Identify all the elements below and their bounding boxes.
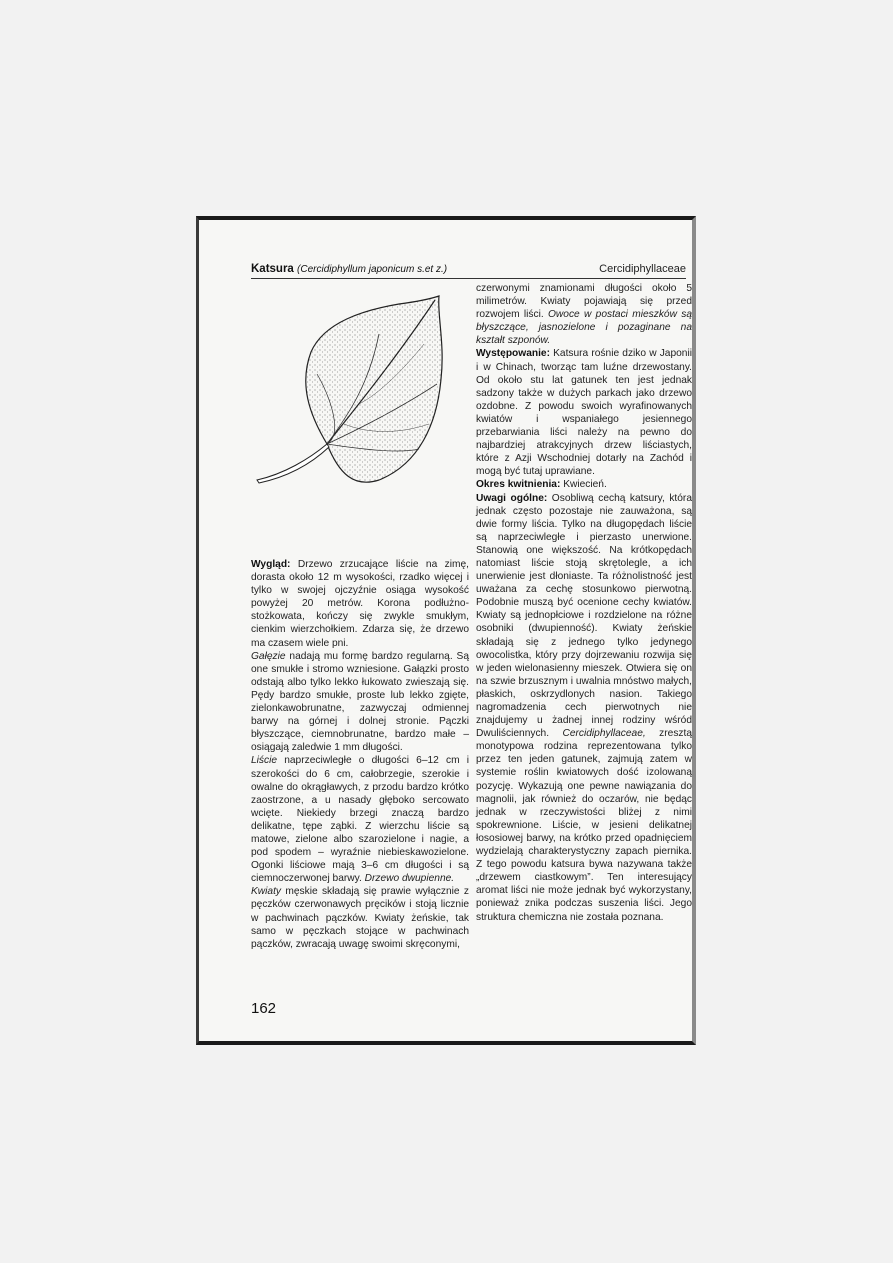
occurrence-text: Katsura rośnie dziko w Japonii i w Chinach, tworząc tam luźne drzewostany. Od około stu lat gatunek ten jest jednak sadzony także w dużych parkach jako drzewo ozdobne. Z powodu swoich wyrafinowanych kwiatów i wspaniałego jesiennego przebarwiania liści należy na pewno do najbardziej atrakcyjnych drzew liściastych, które z Azji Wschodniej dotarły na Zachód i mogą być tutaj uprawiane. (476, 348, 692, 478)
species-latin-name: (Cercidiphyllum japonicum s.et z.) (297, 264, 448, 275)
leaves-paragraph (251, 754, 469, 885)
branches-label: Gałęzie (251, 650, 286, 662)
fruit-text: w postaci mieszków są błyszczące, jasnozielone i pozaginane na kształt szponów. (476, 309, 693, 347)
left-text-column (251, 558, 469, 951)
leaves-text: naprzeciwległe o długości 6–12 cm i szerokości do 6 cm, całobrzegie, szerokie i owalne do okrągławych, z przodu bardzo krótko zaostrzone, a u nasady głęboko sercowato wcięte. Niekiedy brzegi znaczą bardzo delikatne, tępe ząbki. Z wierzchu liście są matowe, zielone albo szarozielone i nagie, a pod spodem – wyraźnie niebieskawozielone. Ogonki liściowe mają 3–6 cm długości i są ciemnoczerwonej barwy. (251, 755, 469, 885)
flowering-label: Okres kwitnienia: (476, 479, 561, 491)
leaves-label: Liście (251, 755, 278, 767)
family-name: Cercidiphyllaceae (599, 263, 686, 275)
notes-paragraph (476, 492, 692, 924)
flowers-text: męskie składają się prawie wyłącznie z pęczków czerwonawych pręcików i stoją licznie w pachwinach pączków. Kwiaty żeńskie, tak samo w pęczkach stojące w pachwinach pączków, zwracają uwagę swoimi skręconymi, (251, 886, 469, 950)
right-text-column (476, 282, 692, 924)
leaf-illustration (249, 284, 449, 504)
dioecious-note: Drzewo dwupienne. (361, 873, 455, 885)
page-header (251, 260, 686, 279)
species-name: Katsura (251, 263, 294, 275)
fruit-paragraph (476, 282, 692, 347)
appearance-label: Wygląd: (251, 559, 291, 570)
appearance-paragraph (251, 558, 469, 650)
species-title (251, 263, 447, 275)
flowers-label: Kwiaty (251, 886, 282, 898)
notes-text: Osobliwą cechą katsury, która jednak często pozostaje nie zauważona, są dwie formy liścia. Tylko na długopędach liście są naprzeciwległe i pierzasto unerwione. Stanowią one większość. Na krótkopędach natomiast liście stoją skrętolegle, a ich unerwienie jest dłoniaste. Ta różnolistność jest uważana za cechę stosunkowo pierwotną. Podobnie muszą być ocenione cechy kwiatów. Kwiaty są jednopłciowe i rozdzielone na różne osobniki (dwupienność). Kwiaty żeńskie składają się z jednego tylko jedynego owocolistka, który przy dojrzewaniu rozwija się w jeden wielonasienny mieszek. Otwiera się on na szwie brzusznym i uwalnia mnóstwo małych, płaskich, oskrzydlonych nasion. Takiego nagromadzenia cech pierwotnych nie znajdujemy u żadnej innej rodziny wśród Dwuliściennych. (476, 492, 692, 740)
appearance-text: Drzewo zrzucające liście na zimę, dorasta około 12 m wysokości, rzadko więcej i tylko w swojej ojczyźnie osiąga wysokość powyżej 20 metrów. Korona podłużno-stożkowata, kończy się zwykle smukłym, cienkim wierzchołkiem. Zdarza się, że drzewo ma czasem wiele pni. (251, 559, 469, 649)
page-number: 162 (251, 1000, 277, 1017)
flowers-paragraph (251, 885, 469, 950)
notes-text-continued: zresztą monotypowa rodzina reprezentowana tylko przez ten jeden gatunek, zajmują zatem w systemie roślin kwiatowych dość izolowaną pozycję. Wykazują one pewne nawiązania do magnolii, jak również do oczarów, nie będąc jednak w rzeczywistości bliżej z nimi spokrewnione. Liście, w jesieni delikatnej łososiowej barwy, na krótko przed opadnięciem wydzielają charakterystyczny zapach piernika. Z tego powodu katsura bywa nazywana także „drzewem ciastkowym”. Ten interesujący aromat liści nie może jednak być wykorzystany, ponieważ znika podczas suszenia liści. Jego struktura chemiczna nie została poznana. (476, 728, 693, 923)
occurrence-label: Występowanie: (476, 348, 550, 360)
occurrence-paragraph (476, 347, 692, 478)
family-italic: Cercidiphyllaceae, (549, 728, 646, 740)
flowering-paragraph (476, 478, 692, 491)
book-page (196, 216, 696, 1045)
branches-text: nadają mu formę bardzo regularną. Są one smukłe i stromo wzniesione. Gałązki prosto odstają albo tylko lekko łukowato zwieszają się. Pędy bardzo smukłe, proste lub lekko zgięte, zielonkawobrunatne, zazwyczaj odmiennej barwy na górnej i dolnej stronie. Pączki błyszczące, ciemnobrunatne, bardzo małe – osiągają zaledwie 1 mm długości. (251, 650, 469, 754)
flowers-continued-text: czerwonymi znamionami długości około 5 milimetrów. Kwiaty pojawiają się przed rozwojem liści. (476, 283, 692, 321)
flowering-text: Kwiecień. (560, 479, 607, 491)
fruit-label: Owoce (543, 309, 580, 321)
notes-label: Uwagi ogólne: (476, 492, 548, 504)
branches-paragraph (251, 650, 469, 755)
